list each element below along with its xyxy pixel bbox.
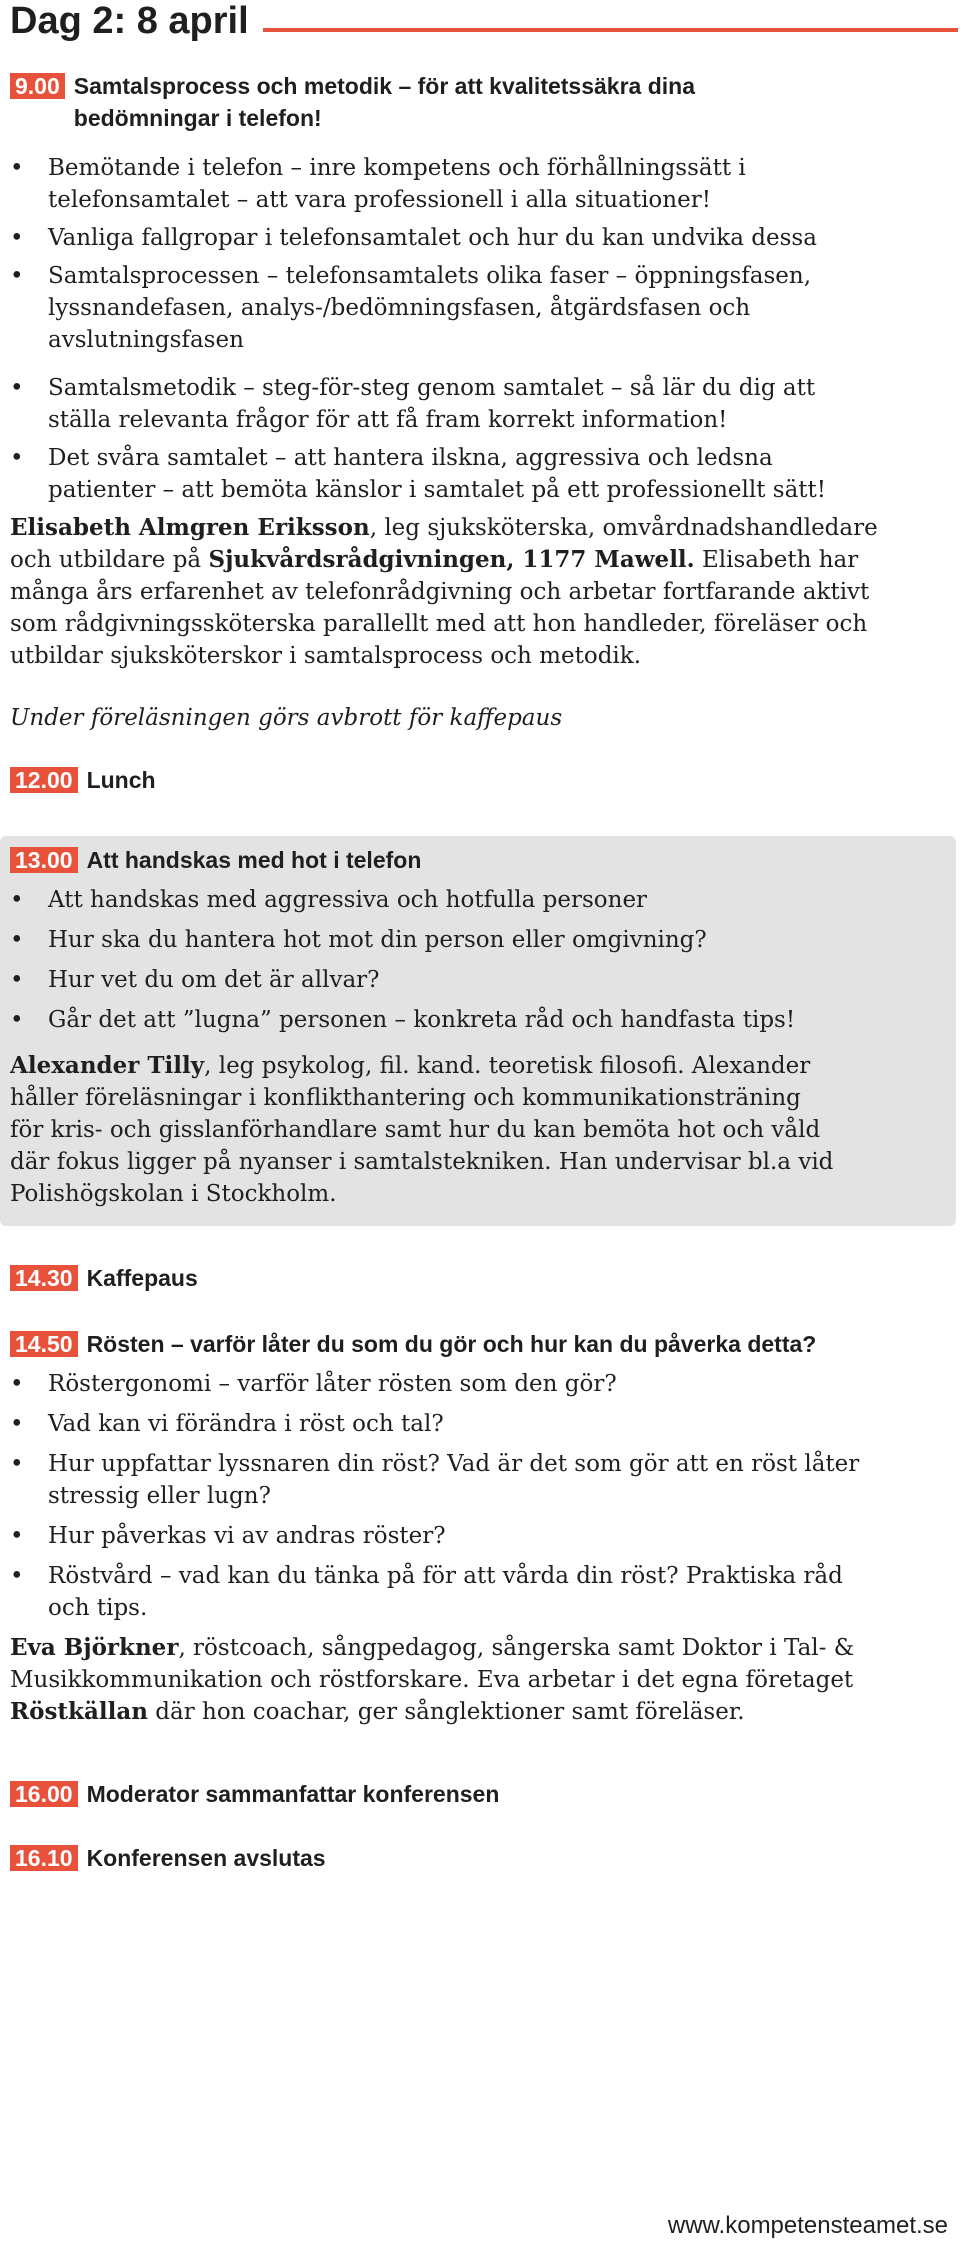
day-title: Dag 2: 8 april bbox=[10, 0, 249, 42]
session-title-line: Samtalsprocess och metodik – för att kvalitetssäkra dina bbox=[73, 73, 696, 99]
bio-line: utbildar sjuksköterskor i samtalsprocess och metodik. bbox=[10, 643, 642, 669]
time-badge: 16.10 bbox=[10, 1845, 78, 1871]
session-title: Konferensen avslutas bbox=[86, 1845, 326, 1871]
session-title: Lunch bbox=[86, 767, 156, 793]
session-title: Moderator sammanfattar konferensen bbox=[86, 1781, 500, 1807]
footer-website-link[interactable]: www.kompetensteamet.se bbox=[667, 2212, 948, 2239]
bio-line: som rådgivningssköterska parallellt med att hon handleder, föreläser och bbox=[10, 611, 868, 637]
bullet-text: Bemötande i telefon – inre kompetens och förhållningssätt i bbox=[48, 155, 746, 181]
time-badge: 13.00 bbox=[10, 847, 78, 873]
bullet-dot: • bbox=[10, 1523, 24, 1549]
session-header bbox=[10, 1842, 326, 1874]
session-header bbox=[10, 1262, 198, 1294]
bullet-text: telefonsamtalet – att vara professionell i alla situationer! bbox=[48, 187, 711, 213]
session-avslutning bbox=[0, 1840, 960, 1890]
bullet-dot: • bbox=[10, 1563, 24, 1589]
bullet-text: stressig eller lugn? bbox=[48, 1483, 271, 1509]
speaker-org: Sjukvårdsrådgivningen, 1177 Mawell. bbox=[208, 546, 695, 573]
bullet-dot: • bbox=[10, 1411, 24, 1437]
session-kaffepaus bbox=[0, 1260, 960, 1310]
bullet-dot: • bbox=[10, 1451, 24, 1477]
bio-line: Musikkommunikation och röstforskare. Eva arbetar i det egna företaget bbox=[10, 1667, 854, 1693]
session-title: Att handskas med hot i telefon bbox=[86, 847, 422, 873]
session-rosten bbox=[0, 1326, 960, 1766]
session-header bbox=[10, 70, 954, 134]
bio-text: och utbildare på bbox=[10, 547, 209, 573]
bullet-dot: • bbox=[10, 375, 24, 401]
bio-line bbox=[10, 512, 950, 544]
bullet-text: lyssnandefasen, analys-/bedömningsfasen, åtgärdsfasen och bbox=[48, 295, 751, 321]
bio-line bbox=[10, 1632, 950, 1664]
session-title-line: bedömningar i telefon! bbox=[73, 105, 322, 131]
bio-text: , leg sjuksköterska, omvårdnadshandledare bbox=[369, 515, 878, 541]
time-badge: 14.30 bbox=[10, 1265, 78, 1291]
bullet-dot: • bbox=[10, 1371, 24, 1397]
speaker-name: Elisabeth Almgren Eriksson bbox=[10, 514, 370, 541]
bullet-text: Vad kan vi förändra i röst och tal? bbox=[48, 1411, 444, 1437]
speaker-company: Röstkällan bbox=[10, 1698, 148, 1725]
session-header bbox=[10, 844, 421, 876]
session-title bbox=[74, 70, 954, 134]
bio-line bbox=[10, 544, 950, 576]
bullet-dot: • bbox=[10, 1007, 24, 1033]
time-badge: 12.00 bbox=[10, 767, 78, 793]
session-hot-i-telefon bbox=[0, 836, 956, 1226]
bullet-text: Att handskas med aggressiva och hotfulla personer bbox=[48, 887, 648, 913]
bio-line: många års erfarenhet av telefonrådgivning och arbetar fortfarande aktivt bbox=[10, 579, 870, 605]
time-badge: 14.50 bbox=[10, 1331, 78, 1357]
header-rule bbox=[263, 28, 958, 32]
bullet-text: Det svåra samtalet – att hantera ilskna, aggressiva och ledsna bbox=[48, 445, 773, 471]
bullet-text: patienter – att bemöta känslor i samtalet på ett professionellt sätt! bbox=[48, 477, 827, 503]
bullet-text: Röstvård – vad kan du tänka på för att vårda din röst? Praktiska råd bbox=[48, 1563, 843, 1589]
time-badge: 16.00 bbox=[10, 1781, 78, 1807]
session-samtalsprocess bbox=[0, 66, 960, 766]
bullet-text: avslutningsfasen bbox=[48, 327, 244, 353]
session-lunch bbox=[0, 760, 960, 810]
bullet-text: Hur uppfattar lyssnaren din röst? Vad är det som gör att en röst låter bbox=[48, 1451, 860, 1477]
bullet-dot: • bbox=[10, 445, 24, 471]
bio-line: för kris- och gisslanförhandlare samt hur du kan bemöta hot och våld bbox=[10, 1117, 821, 1143]
bio-text: Elisabeth har bbox=[694, 547, 859, 573]
bullet-text: Hur påverkas vi av andras röster? bbox=[48, 1523, 446, 1549]
bio-line bbox=[10, 1696, 950, 1728]
session-moderator bbox=[0, 1776, 960, 1826]
bullet-text: Samtalsprocessen – telefonsamtalets olika faser – öppningsfasen, bbox=[48, 263, 812, 289]
bio-line: håller föreläsningar i konflikthantering och kommunikationsträning bbox=[10, 1085, 801, 1111]
speaker-name: Alexander Tilly bbox=[10, 1052, 205, 1079]
session-note: Under föreläsningen görs avbrott för kaffepaus bbox=[10, 705, 563, 731]
bio-line: Polishögskolan i Stockholm. bbox=[10, 1181, 337, 1207]
day-header bbox=[10, 0, 958, 42]
bullet-text: ställa relevanta frågor för att få fram korrekt information! bbox=[48, 407, 728, 433]
session-title: Rösten – varför låter du som du gör och hur kan du påverka detta? bbox=[86, 1331, 817, 1357]
bio-line bbox=[10, 1050, 950, 1082]
bio-text: , röstcoach, sångpedagog, sångerska samt Doktor i Tal- & bbox=[178, 1635, 855, 1661]
bullet-dot: • bbox=[10, 927, 24, 953]
bullet-dot: • bbox=[10, 967, 24, 993]
session-title: Kaffepaus bbox=[86, 1265, 198, 1291]
bullet-text: Hur ska du hantera hot mot din person eller omgivning? bbox=[48, 927, 707, 953]
bullet-text: Samtalsmetodik – steg-för-steg genom samtalet – så lär du dig att bbox=[48, 375, 816, 401]
bullet-dot: • bbox=[10, 887, 24, 913]
bullet-text: Hur vet du om det är allvar? bbox=[48, 967, 380, 993]
bullet-text: Vanliga fallgropar i telefonsamtalet och hur du kan undvika dessa bbox=[48, 225, 817, 251]
session-header bbox=[10, 1328, 816, 1360]
bullet-dot: • bbox=[10, 155, 24, 181]
bullet-text: och tips. bbox=[48, 1595, 148, 1621]
session-header bbox=[10, 1778, 499, 1810]
bio-text: där hon coachar, ger sånglektioner samt föreläser. bbox=[147, 1699, 745, 1725]
session-header bbox=[10, 764, 156, 796]
bullet-dot: • bbox=[10, 263, 24, 289]
bio-line: där fokus ligger på nyanser i samtalstekniken. Han undervisar bl.a vid bbox=[10, 1149, 834, 1175]
bullet-dot: • bbox=[10, 225, 24, 251]
bullet-text: Röstergonomi – varför låter rösten som den gör? bbox=[48, 1371, 617, 1397]
bullet-text: Går det att ”lugna” personen – konkreta råd och handfasta tips! bbox=[48, 1007, 796, 1033]
time-badge: 9.00 bbox=[10, 73, 65, 99]
bio-text: , leg psykolog, fil. kand. teoretisk filosofi. Alexander bbox=[204, 1053, 811, 1079]
speaker-name: Eva Björkner bbox=[10, 1634, 179, 1661]
